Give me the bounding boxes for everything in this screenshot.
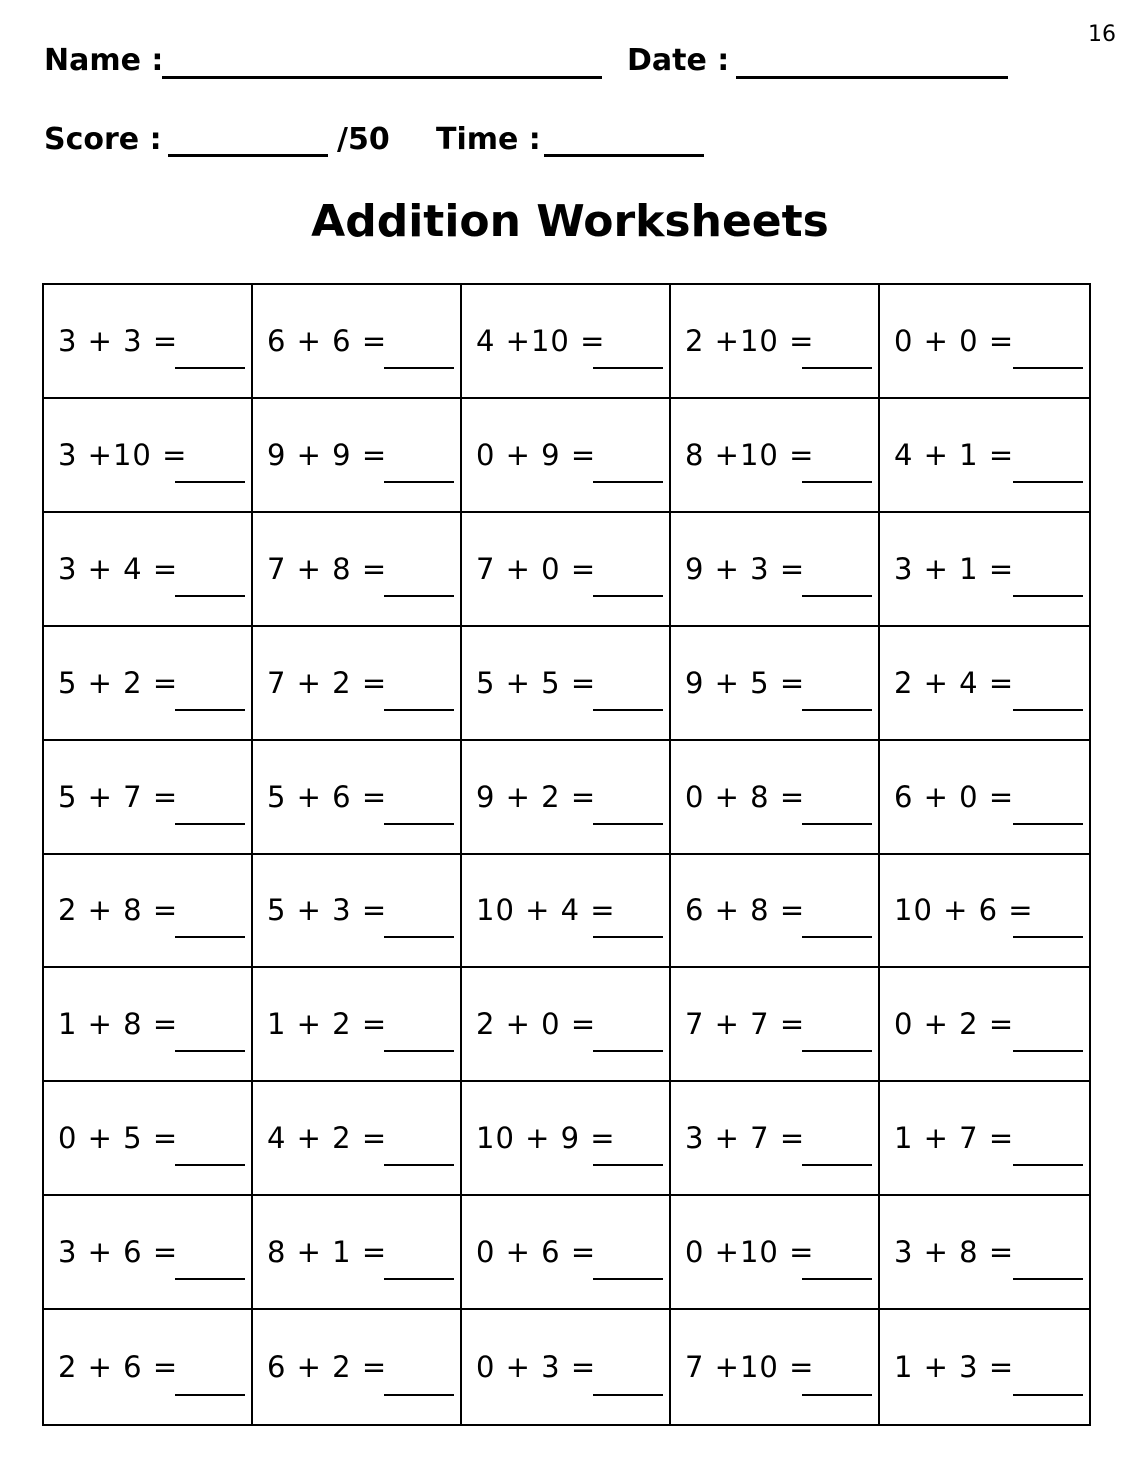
- answer-field[interactable]: [802, 595, 872, 597]
- problem-text: 7 +10 =: [685, 1350, 815, 1385]
- problem-text: 9 + 9 =: [267, 437, 388, 472]
- problem-text: 10 + 6 =: [894, 893, 1034, 928]
- problem-cell: [880, 968, 1089, 1082]
- problem-cell: [671, 627, 880, 741]
- problem-grid: [42, 283, 1091, 1426]
- answer-field[interactable]: [802, 481, 872, 483]
- problem-cell: [462, 741, 671, 855]
- problem-cell: [253, 513, 462, 627]
- problem-text: 7 + 8 =: [267, 551, 388, 586]
- problem-text: 2 + 0 =: [476, 1007, 597, 1042]
- problem-text: 0 +10 =: [685, 1235, 815, 1270]
- answer-field[interactable]: [593, 595, 663, 597]
- answer-field[interactable]: [1013, 1050, 1083, 1052]
- answer-field[interactable]: [593, 1278, 663, 1280]
- answer-field[interactable]: [384, 481, 454, 483]
- problem-cell: [880, 855, 1089, 969]
- answer-field[interactable]: [593, 709, 663, 711]
- problem-cell: [880, 513, 1089, 627]
- answer-field[interactable]: [175, 481, 245, 483]
- problem-cell: [671, 741, 880, 855]
- answer-field[interactable]: [593, 936, 663, 938]
- problem-text: 9 + 5 =: [685, 665, 806, 700]
- problem-cell: [44, 741, 253, 855]
- problem-cell: [671, 968, 880, 1082]
- problem-text: 0 + 6 =: [476, 1235, 597, 1270]
- problem-cell: [671, 1310, 880, 1424]
- problem-cell: [462, 399, 671, 513]
- problem-text: 3 + 4 =: [58, 551, 179, 586]
- name-label: Name :: [44, 43, 164, 78]
- problem-text: 3 + 1 =: [894, 551, 1015, 586]
- problem-text: 5 + 3 =: [267, 893, 388, 928]
- answer-field[interactable]: [384, 709, 454, 711]
- problem-text: 1 + 7 =: [894, 1121, 1015, 1156]
- problem-cell: [880, 1082, 1089, 1196]
- problem-text: 3 +10 =: [58, 437, 188, 472]
- problem-text: 6 + 8 =: [685, 893, 806, 928]
- problem-text: 0 + 2 =: [894, 1007, 1015, 1042]
- page-number: 16: [1088, 22, 1116, 47]
- problem-text: 9 + 2 =: [476, 779, 597, 814]
- answer-field[interactable]: [1013, 1164, 1083, 1166]
- answer-field[interactable]: [175, 823, 245, 825]
- answer-field[interactable]: [802, 936, 872, 938]
- problem-text: 10 + 9 =: [476, 1121, 616, 1156]
- problem-text: 4 + 1 =: [894, 437, 1015, 472]
- problem-text: 5 + 2 =: [58, 665, 179, 700]
- problem-cell: [44, 968, 253, 1082]
- problem-cell: [44, 1310, 253, 1424]
- answer-field[interactable]: [384, 823, 454, 825]
- problem-cell: [462, 968, 671, 1082]
- answer-field[interactable]: [802, 1164, 872, 1166]
- problem-cell: [462, 513, 671, 627]
- answer-field[interactable]: [593, 1050, 663, 1052]
- problem-text: 10 + 4 =: [476, 893, 616, 928]
- problem-cell: [253, 627, 462, 741]
- answer-field[interactable]: [384, 936, 454, 938]
- problem-cell: [880, 399, 1089, 513]
- problem-cell: [880, 285, 1089, 399]
- problem-text: 6 + 6 =: [267, 323, 388, 358]
- answer-field[interactable]: [802, 1050, 872, 1052]
- answer-field[interactable]: [1013, 595, 1083, 597]
- problem-text: 3 + 3 =: [58, 323, 179, 358]
- answer-field[interactable]: [802, 1278, 872, 1280]
- problem-text: 0 + 9 =: [476, 437, 597, 472]
- problem-cell: [880, 1310, 1089, 1424]
- problem-text: 8 +10 =: [685, 437, 815, 472]
- answer-field[interactable]: [384, 1164, 454, 1166]
- answer-field[interactable]: [175, 595, 245, 597]
- time-label: Time :: [436, 122, 541, 157]
- answer-field[interactable]: [593, 481, 663, 483]
- name-field[interactable]: [162, 76, 602, 79]
- answer-field[interactable]: [1013, 936, 1083, 938]
- answer-field[interactable]: [175, 1050, 245, 1052]
- answer-field[interactable]: [1013, 709, 1083, 711]
- problem-cell: [253, 855, 462, 969]
- problem-text: 2 + 8 =: [58, 893, 179, 928]
- answer-field[interactable]: [1013, 823, 1083, 825]
- problem-text: 2 + 4 =: [894, 665, 1015, 700]
- problem-text: 5 + 6 =: [267, 779, 388, 814]
- answer-field[interactable]: [175, 1278, 245, 1280]
- problem-text: 7 + 0 =: [476, 551, 597, 586]
- answer-field[interactable]: [384, 595, 454, 597]
- problem-text: 4 +10 =: [476, 323, 606, 358]
- problem-cell: [880, 1196, 1089, 1310]
- worksheet-title: Addition Worksheets: [311, 196, 829, 247]
- answer-field[interactable]: [802, 367, 872, 369]
- problem-cell: [671, 285, 880, 399]
- problem-text: 5 + 7 =: [58, 779, 179, 814]
- answer-field[interactable]: [593, 1164, 663, 1166]
- score-total: /50: [337, 122, 390, 157]
- problem-cell: [671, 1082, 880, 1196]
- problem-cell: [253, 1082, 462, 1196]
- problem-text: 3 + 7 =: [685, 1121, 806, 1156]
- problem-cell: [253, 968, 462, 1082]
- answer-field[interactable]: [175, 1394, 245, 1396]
- score-label: Score :: [44, 122, 162, 157]
- answer-field[interactable]: [1013, 1394, 1083, 1396]
- problem-text: 0 + 3 =: [476, 1350, 597, 1385]
- time-field[interactable]: [544, 154, 704, 157]
- answer-field[interactable]: [1013, 481, 1083, 483]
- answer-field[interactable]: [175, 367, 245, 369]
- problem-text: 1 + 2 =: [267, 1007, 388, 1042]
- answer-field[interactable]: [384, 367, 454, 369]
- answer-field[interactable]: [802, 709, 872, 711]
- date-label: Date :: [627, 43, 730, 78]
- problem-cell: [253, 285, 462, 399]
- problem-text: 8 + 1 =: [267, 1235, 388, 1270]
- problem-text: 6 + 0 =: [894, 779, 1015, 814]
- answer-field[interactable]: [384, 1394, 454, 1396]
- answer-field[interactable]: [175, 709, 245, 711]
- problem-cell: [671, 855, 880, 969]
- problem-text: 6 + 2 =: [267, 1350, 388, 1385]
- problem-cell: [253, 1196, 462, 1310]
- problem-cell: [44, 627, 253, 741]
- answer-field[interactable]: [802, 1394, 872, 1396]
- answer-field[interactable]: [593, 1394, 663, 1396]
- problem-text: 1 + 8 =: [58, 1007, 179, 1042]
- problem-text: 1 + 3 =: [894, 1350, 1015, 1385]
- problem-text: 2 +10 =: [685, 323, 815, 358]
- problem-text: 3 + 6 =: [58, 1235, 179, 1270]
- problem-cell: [44, 399, 253, 513]
- problem-cell: [253, 399, 462, 513]
- problem-cell: [671, 1196, 880, 1310]
- problem-cell: [880, 627, 1089, 741]
- answer-field[interactable]: [802, 823, 872, 825]
- answer-field[interactable]: [384, 1278, 454, 1280]
- problem-cell: [462, 1310, 671, 1424]
- problem-text: 0 + 5 =: [58, 1121, 179, 1156]
- problem-text: 7 + 2 =: [267, 665, 388, 700]
- problem-text: 4 + 2 =: [267, 1121, 388, 1156]
- date-field[interactable]: [736, 76, 1008, 79]
- answer-field[interactable]: [1013, 1278, 1083, 1280]
- problem-cell: [44, 1196, 253, 1310]
- answer-field[interactable]: [175, 1164, 245, 1166]
- problem-cell: [462, 627, 671, 741]
- problem-cell: [462, 1082, 671, 1196]
- score-field[interactable]: [168, 154, 328, 157]
- problem-cell: [253, 1310, 462, 1424]
- answer-field[interactable]: [175, 936, 245, 938]
- problem-text: 9 + 3 =: [685, 551, 806, 586]
- problem-text: 3 + 8 =: [894, 1235, 1015, 1270]
- problem-cell: [253, 741, 462, 855]
- problem-cell: [880, 741, 1089, 855]
- problem-cell: [462, 1196, 671, 1310]
- answer-field[interactable]: [593, 823, 663, 825]
- problem-text: 0 + 0 =: [894, 323, 1015, 358]
- answer-field[interactable]: [1013, 367, 1083, 369]
- problem-cell: [462, 855, 671, 969]
- problem-cell: [671, 513, 880, 627]
- problem-cell: [44, 855, 253, 969]
- answer-field[interactable]: [593, 367, 663, 369]
- problem-text: 2 + 6 =: [58, 1350, 179, 1385]
- problem-cell: [671, 399, 880, 513]
- problem-cell: [44, 513, 253, 627]
- problem-text: 5 + 5 =: [476, 665, 597, 700]
- problem-text: 7 + 7 =: [685, 1007, 806, 1042]
- problem-cell: [44, 285, 253, 399]
- problem-cell: [462, 285, 671, 399]
- problem-cell: [44, 1082, 253, 1196]
- answer-field[interactable]: [384, 1050, 454, 1052]
- problem-text: 0 + 8 =: [685, 779, 806, 814]
